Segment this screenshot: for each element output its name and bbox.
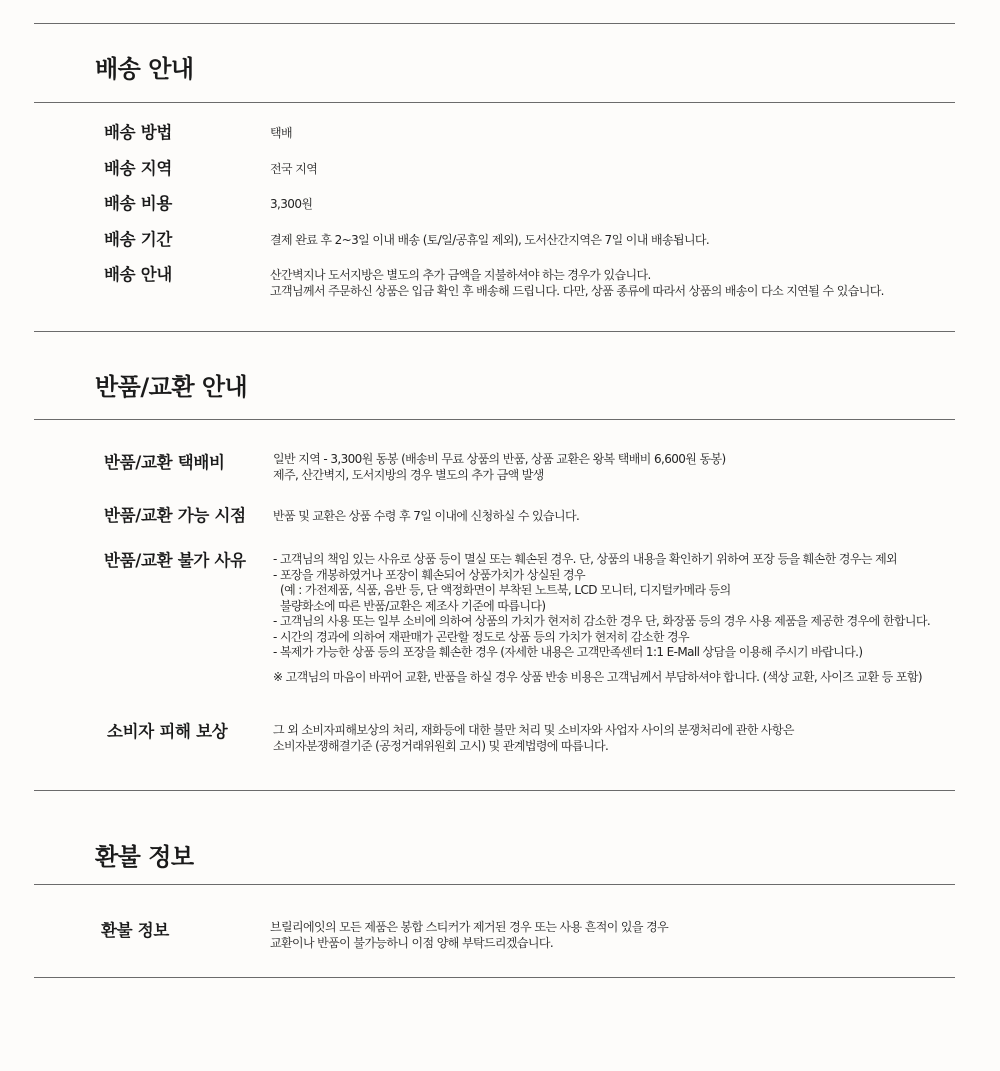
section-title-refund: 환불 정보 <box>95 843 194 871</box>
divider <box>34 331 955 332</box>
divider <box>34 977 955 978</box>
value-return-not-allowed: - 고객님의 책임 있는 사유로 상품 등이 멸실 또는 훼손된 경우. 단, 상품의 내용을 확인하기 위하여 포장 등을 훼손한 경우는 제외 - 포장을 개봉하였거나 포장이 훼손되어 상품가치가 상실된 경우 (예 : 가전제품, 식품, 음반 등, 단 액정화면이 부착된 노트북, LCD 모니터, 디지털카메라 등의 불량화소에 따른 반품/교환은 제조사 기준에 따릅니다) - 고객님의 사용 또는 일부 소비에 의하여 상품의 가치가 현저히 감소한 경우 단, 화장품 등의 경우 사용 제품을 제공한 경우에 한합니다. - 시간의 경과에 의하여 재판매가 곤란할 정도로 상품 등의 가치가 현저히 감소한 경우 - 복제가 가능한 상품 등의 포장을 훼손한 경우 (자세한 내용은 고객만족센터 1:1 E-Mall 상담을 이용해 주시기 바랍니다.) ※ 고객님의 마음이 바뀌어 교환, 반품을 하실 경우 상품 반송 비용은 고객님께서 부담하셔야 합니다. (색상 교환, 사이즈 교환 등 포함) <box>273 552 931 684</box>
label-refund-info: 환불 정보 <box>101 921 170 940</box>
section-title-shipping: 배송 안내 <box>95 55 194 83</box>
value-shipping-cost: 3,300원 <box>270 197 313 211</box>
divider <box>34 884 955 885</box>
label-consumer-compensation: 소비자 피해 보상 <box>107 722 228 741</box>
value-return-shipping-fee: 일반 지역 - 3,300원 동봉 (배송비 무료 상품의 반품, 상품 교환은 왕복 택배비 6,600원 동봉) 제주, 산간벽지, 도서지방의 경우 별도의 추가 금액 발생 <box>273 452 726 482</box>
value-consumer-compensation: 그 외 소비자피해보상의 처리, 재화등에 대한 불만 처리 및 소비자와 사업자 사이의 분쟁처리에 관한 사항은 소비자분쟁해결기준 (공정거래위원회 고시) 및 관계법령에 따릅니다. <box>273 723 794 753</box>
return-cost-note: ※ 고객님의 마음이 바뀌어 교환, 반품을 하실 경우 상품 반송 비용은 고객님께서 부담하셔야 합니다. (색상 교환, 사이즈 교환 등 포함) <box>273 669 922 684</box>
label-shipping-method: 배송 방법 <box>104 123 173 142</box>
label-return-period: 반품/교환 가능 시점 <box>104 506 246 525</box>
value-shipping-period: 결제 완료 후 2~3일 이내 배송 (토/일/공휴일 제외), 도서산간지역은 7일 이내 배송됩니다. <box>270 233 710 247</box>
label-shipping-notice: 배송 안내 <box>104 265 173 284</box>
section-title-returns: 반품/교환 안내 <box>95 373 248 401</box>
value-shipping-method: 택배 <box>270 126 292 140</box>
value-shipping-notice: 산간벽지나 도서지방은 별도의 추가 금액을 지불하셔야 하는 경우가 있습니다. 고객님께서 주문하신 상품은 입금 확인 후 배송해 드립니다. 다만, 상품 종류에 따라서 상품의 배송이 다소 지연될 수 있습니다. <box>270 268 884 298</box>
divider <box>34 102 955 103</box>
value-shipping-region: 전국 지역 <box>270 162 318 176</box>
divider <box>34 419 955 420</box>
label-return-shipping-fee: 반품/교환 택배비 <box>104 453 225 472</box>
label-shipping-region: 배송 지역 <box>104 159 173 178</box>
label-return-not-allowed: 반품/교환 불가 사유 <box>104 551 246 570</box>
value-return-period: 반품 및 교환은 상품 수령 후 7일 이내에 신청하실 수 있습니다. <box>273 509 580 523</box>
divider <box>34 790 955 791</box>
divider <box>34 23 955 24</box>
value-refund-info: 브릴리에잇의 모든 제품은 봉합 스티커가 제거된 경우 또는 사용 흔적이 있을 경우 교환이나 반품이 불가능하니 이점 양해 부탁드리겠습니다. <box>270 920 669 950</box>
label-shipping-period: 배송 기간 <box>104 230 173 249</box>
label-shipping-cost: 배송 비용 <box>104 194 173 213</box>
